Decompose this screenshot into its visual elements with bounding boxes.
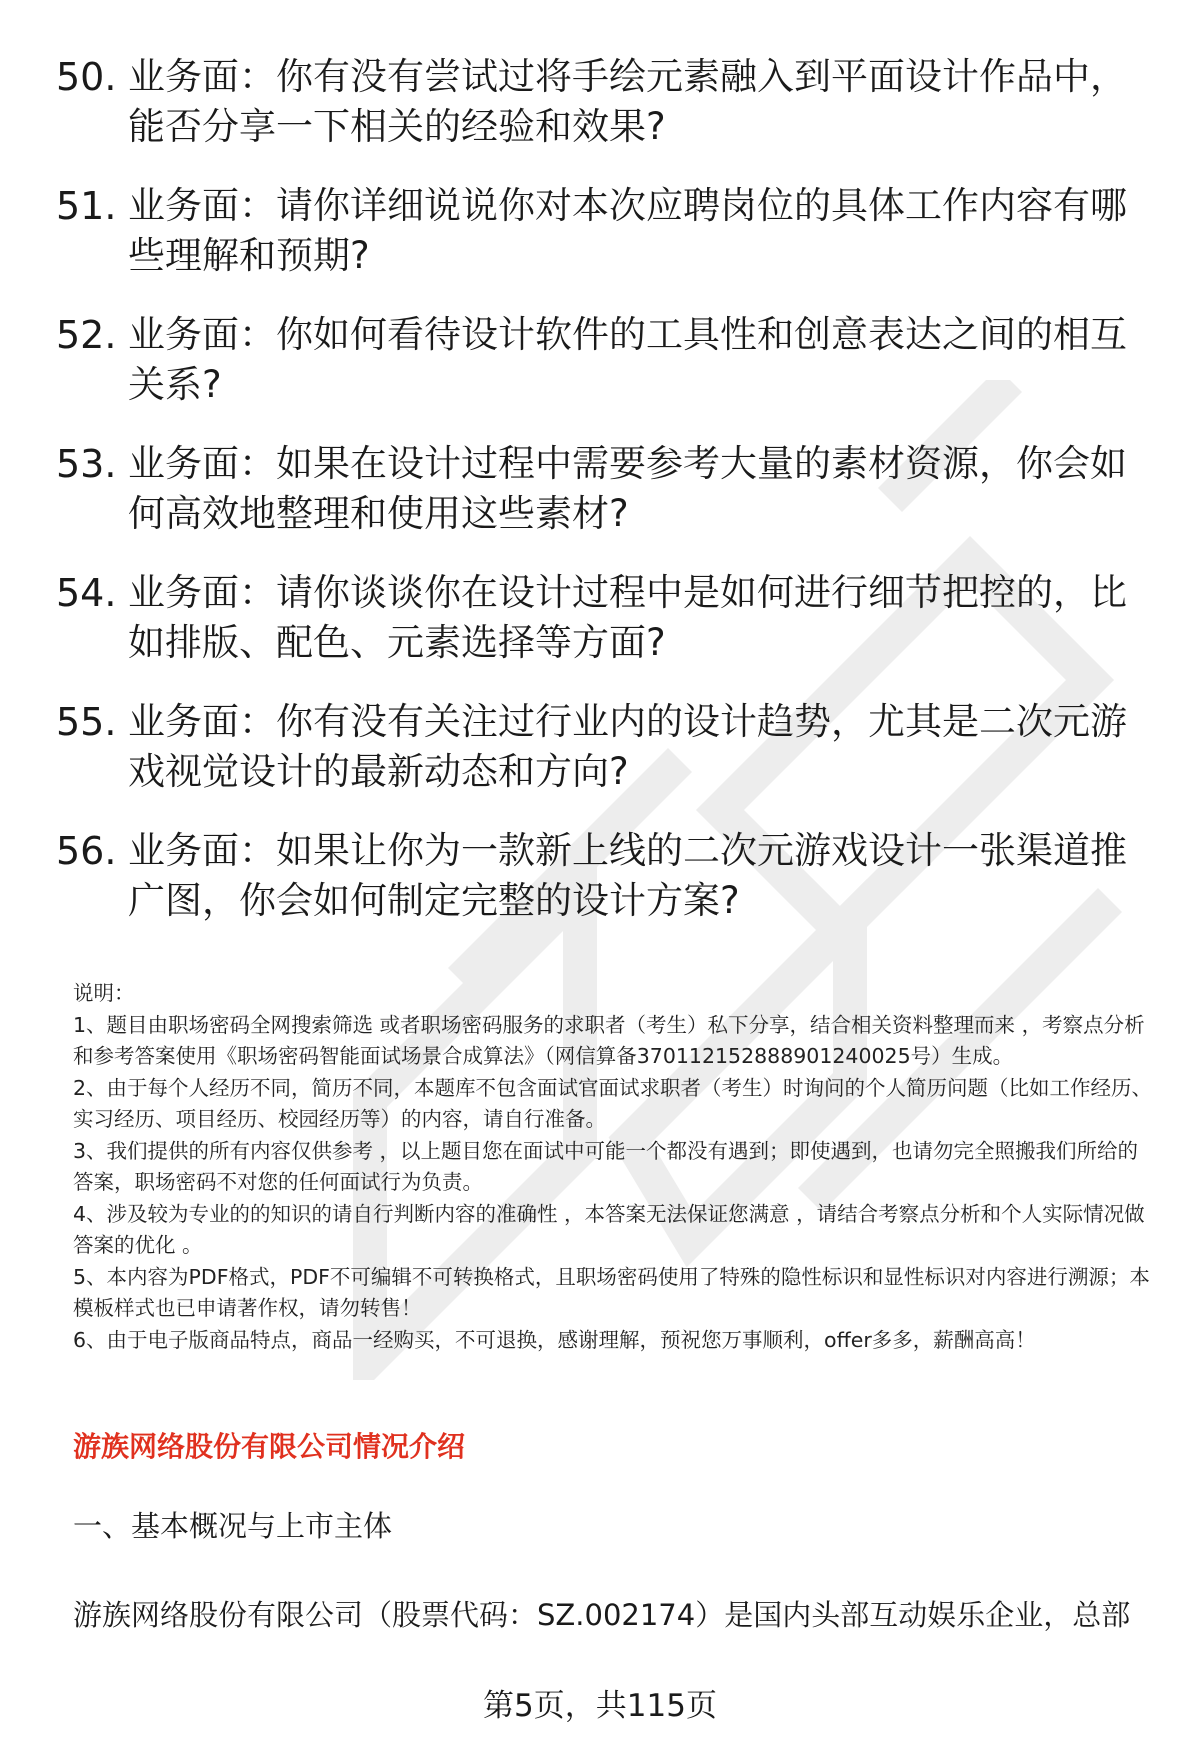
question-item <box>56 181 1146 281</box>
question-list <box>56 52 1146 955</box>
question-item <box>56 697 1146 797</box>
page-number: 第5页，共115页 <box>483 1688 717 1724</box>
question-text: 业务面：请你谈谈你在设计过程中是如何进行细节把控的，比如排版、配色、元素选择等方面? <box>128 571 1127 664</box>
question-item <box>56 310 1146 410</box>
question-text: 业务面：如果让你为一款新上线的二次元游戏设计一张渠道推广图，你会如何制定完整的设计方案? <box>128 829 1127 922</box>
question-number: 55. <box>56 700 117 744</box>
question-text: 业务面：你有没有尝试过将手绘元素融入到平面设计作品中，能否分享一下相关的经验和效果? <box>128 55 1127 148</box>
question-number: 56. <box>56 829 117 873</box>
question-item <box>56 568 1146 668</box>
question-number: 50. <box>56 55 117 99</box>
note-item: 1、题目由职场密码全网搜索筛选 或者职场密码服务的求职者（考生）私下分享，结合相关资料整理而来 ，考察点分析和参考答案使用《职场密码智能面试场景合成算法》（网信算备370112152888901240025号）生成。 <box>73 1012 1145 1068</box>
question-text: 业务面：请你详细说说你对本次应聘岗位的具体工作内容有哪些理解和预期? <box>128 184 1127 277</box>
question-item <box>56 52 1146 152</box>
disclaimer-notes <box>73 978 1153 1356</box>
section-heading: 一、基本概况与上市主体 <box>73 1509 393 1543</box>
question-number: 53. <box>56 442 117 486</box>
question-text: 业务面：如果在设计过程中需要参考大量的素材资源，你会如何高效地整理和使用这些素材? <box>128 442 1127 535</box>
question-item <box>56 826 1146 926</box>
note-item: 3、我们提供的所有内容仅供参考 ，以上题目您在面试中可能一个都没有遇到；即使遇到，也请勿完全照搬我们所给的答案，职场密码不对您的任何面试行为负责。 <box>73 1138 1139 1194</box>
question-number: 52. <box>56 313 117 357</box>
question-item <box>56 439 1146 539</box>
note-item: 6、由于电子版商品特点，商品一经购买，不可退换，感谢理解，预祝您万事顺利，offer多多，薪酬高高！ <box>73 1327 1036 1352</box>
question-number: 54. <box>56 571 117 615</box>
note-item: 4、涉及较为专业的的知识的请自行判断内容的准确性 ，本答案无法保证您满意 ，请结合考察点分析和个人实际情况做答案的优化 。 <box>73 1201 1145 1257</box>
question-number: 51. <box>56 184 117 228</box>
question-text: 业务面：你有没有关注过行业内的设计趋势，尤其是二次元游戏视觉设计的最新动态和方向? <box>128 700 1127 793</box>
company-intro-title: 游族网络股份有限公司情况介绍 <box>73 1430 466 1463</box>
intro-paragraph: 游族网络股份有限公司（股票代码：SZ.002174）是国内头部互动娱乐企业，总部 <box>73 1598 1131 1632</box>
question-text: 业务面：你如何看待设计软件的工具性和创意表达之间的相互关系? <box>128 313 1127 406</box>
note-item: 2、由于每个人经历不同，简历不同，本题库不包含面试官面试求职者（考生）时询问的个人简历问题（比如工作经历、实习经历、项目经历、校园经历等）的内容，请自行准备。 <box>73 1075 1153 1131</box>
note-item: 5、本内容为PDF格式，PDF不可编辑不可转换格式，且职场密码使用了特殊的隐性标识和显性标识对内容进行溯源；本模板样式也已申请著作权，请勿转售！ <box>73 1264 1150 1320</box>
notes-heading: 说明： <box>73 981 135 1005</box>
